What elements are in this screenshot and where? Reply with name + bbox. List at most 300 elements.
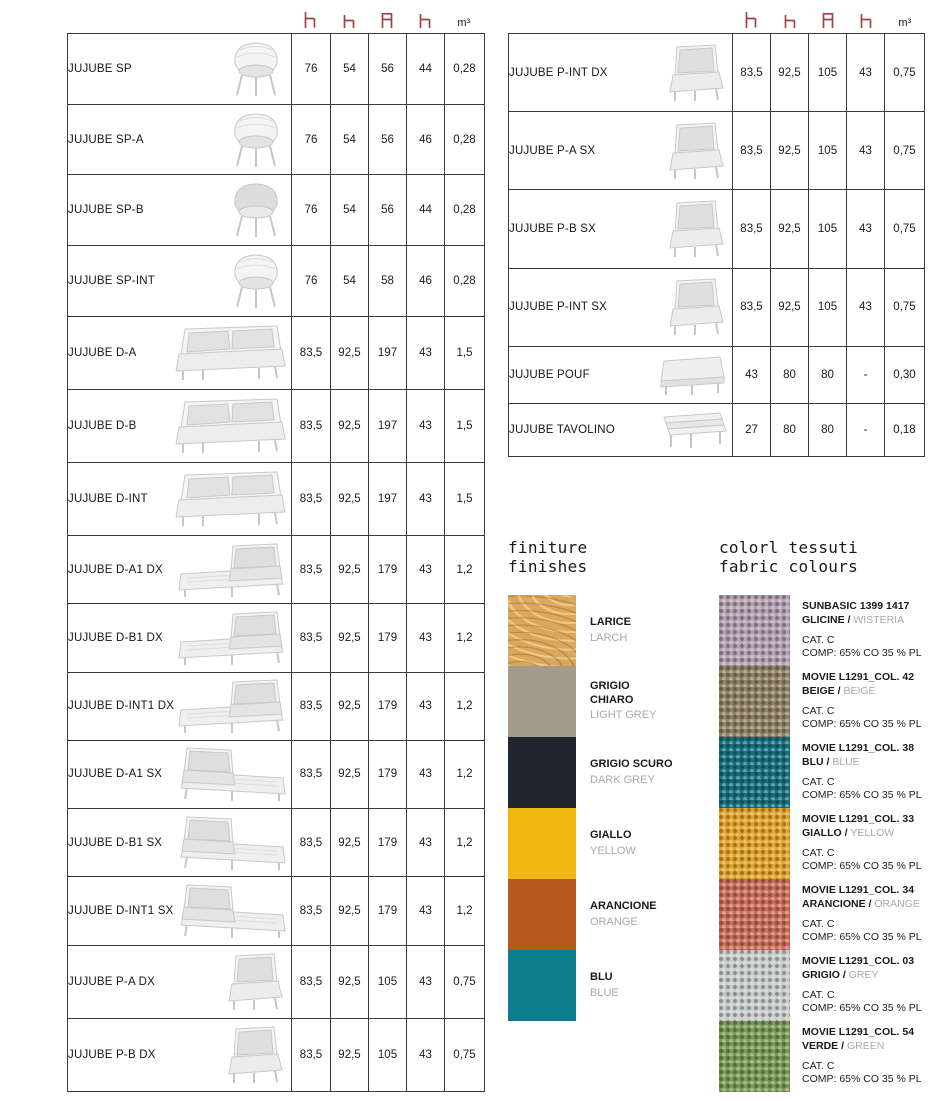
fabric-translation: YELLOW — [850, 826, 895, 839]
dimension-value: 83,5 — [292, 740, 331, 808]
table-row — [509, 404, 925, 457]
product-name: JUJUBE D-A1 SX — [68, 768, 163, 781]
product-cell — [68, 389, 292, 462]
fabric-category: CAT. C — [802, 917, 835, 930]
dimension-value: 83,5 — [733, 34, 771, 112]
finish-swatch — [508, 737, 576, 808]
product-name: JUJUBE TAVOLINO — [509, 424, 615, 437]
dimension-value: 0,75 — [885, 34, 925, 112]
product-image — [177, 815, 287, 871]
fabric-code: MOVIE L1291_COL. 38 — [802, 742, 915, 755]
dimension-value: 83,5 — [292, 809, 331, 877]
finish-item — [508, 666, 676, 737]
fabric-translation: BLUE — [832, 755, 860, 768]
left-dimension-header — [291, 5, 483, 31]
product-cell — [68, 945, 292, 1018]
finish-translation: LARCH — [590, 631, 628, 644]
product-cell — [68, 740, 292, 808]
fabric-item — [719, 595, 929, 666]
dimension-value: 179 — [369, 809, 407, 877]
dimension-value: 105 — [369, 1018, 407, 1091]
product-name: JUJUBE P-B DX — [68, 1048, 156, 1061]
product-cell — [509, 404, 733, 457]
product-image — [664, 199, 728, 259]
product-cell — [509, 112, 733, 190]
dimension-value: 92,5 — [771, 112, 809, 190]
product-image — [177, 883, 287, 939]
fabric-composition: COMP: 65% CO 35 % PL — [802, 860, 922, 873]
dimension-value: 92,5 — [331, 462, 369, 535]
volume-label — [445, 5, 483, 31]
fabric-label — [802, 1021, 929, 1092]
fabric-item — [719, 1021, 929, 1092]
product-cell — [509, 190, 733, 268]
fabric-category: CAT. C — [802, 775, 835, 788]
fabric-code: MOVIE L1291_COL. 42 — [802, 671, 915, 684]
dimension-value: 92,5 — [331, 316, 369, 389]
dimension-value: 54 — [331, 34, 369, 105]
fabric-name: BEIGE / BEIGE — [802, 684, 876, 697]
fabric-category: CAT. C — [802, 633, 835, 646]
dimension-value: 92,5 — [331, 877, 369, 945]
fabric-colours-list — [719, 595, 929, 1092]
fabric-swatch — [719, 595, 790, 666]
fabric-item — [719, 950, 929, 1021]
finish-label — [590, 737, 676, 808]
dimension-value: 0,75 — [885, 112, 925, 190]
dimension-value: 1,2 — [445, 535, 485, 603]
product-image — [225, 111, 287, 169]
table-row — [68, 1018, 485, 1091]
dimension-value: 0,28 — [445, 34, 485, 105]
dimension-value: 43 — [407, 1018, 445, 1091]
dimension-value: 179 — [369, 672, 407, 740]
product-name: JUJUBE SP-B — [68, 204, 144, 217]
dimension-value: 83,5 — [292, 462, 331, 535]
seat-height-icon — [770, 5, 808, 31]
fabric-colours-title-line1: colorl tessuti — [719, 538, 859, 557]
dimension-value: 56 — [369, 175, 407, 246]
dimension-value: 197 — [369, 316, 407, 389]
table-row — [68, 740, 485, 808]
dimension-value: 105 — [369, 945, 407, 1018]
dimension-value: 43 — [407, 462, 445, 535]
table-row — [68, 389, 485, 462]
finishes-title-line2: finishes — [508, 557, 588, 576]
width-icon — [368, 5, 406, 31]
product-cell — [509, 34, 733, 112]
fabric-colours-title — [719, 538, 929, 576]
dimension-value: 92,5 — [331, 740, 369, 808]
table-row — [68, 535, 485, 603]
dimension-value: 92,5 — [331, 535, 369, 603]
fabric-translation: BEIGE — [843, 684, 876, 697]
product-image — [177, 542, 287, 598]
finish-translation: LIGHT GREY — [590, 709, 657, 722]
dimension-value: 76 — [292, 104, 331, 175]
dimension-value: 83,5 — [292, 535, 331, 603]
table-row — [68, 877, 485, 945]
product-name: JUJUBE P-A DX — [68, 975, 155, 988]
finish-swatch — [508, 595, 576, 666]
depth-icon — [847, 5, 885, 31]
fabric-composition: COMP: 65% CO 35 % PL — [802, 931, 922, 944]
table-row — [68, 945, 485, 1018]
dimension-value: 105 — [809, 112, 847, 190]
fabric-code: MOVIE L1291_COL. 03 — [802, 955, 915, 968]
dimension-value: 46 — [407, 246, 445, 317]
fabric-item — [719, 808, 929, 879]
product-image — [177, 746, 287, 802]
dimension-value: 83,5 — [292, 316, 331, 389]
fabric-code: MOVIE L1291_COL. 33 — [802, 813, 915, 826]
table-row — [509, 346, 925, 404]
finish-translation: YELLOW — [590, 844, 636, 857]
dimension-value: 0,30 — [885, 346, 925, 404]
finish-item — [508, 595, 676, 666]
dimension-value: 0,18 — [885, 404, 925, 457]
fabric-category: CAT. C — [802, 1059, 835, 1072]
left-products-table — [67, 33, 485, 1092]
product-cell — [68, 34, 292, 105]
finish-label — [590, 950, 676, 1021]
dimension-value: 76 — [292, 175, 331, 246]
fabric-item — [719, 737, 929, 808]
dimension-value: 179 — [369, 535, 407, 603]
dimension-value: 80 — [809, 404, 847, 457]
product-image — [177, 678, 287, 734]
dimension-value: 54 — [331, 175, 369, 246]
product-image — [177, 610, 287, 666]
product-cell — [68, 535, 292, 603]
dimension-value: 92,5 — [331, 389, 369, 462]
dimension-value: 43 — [847, 190, 885, 268]
table-row — [68, 34, 485, 105]
dimension-value: 56 — [369, 34, 407, 105]
dimension-value: 92,5 — [771, 268, 809, 346]
right-products-table — [508, 33, 925, 457]
dimension-value: 76 — [292, 246, 331, 317]
product-cell — [68, 316, 292, 389]
finishes-title-line1: finiture — [508, 538, 588, 557]
dimension-value: 1,2 — [445, 740, 485, 808]
table-row — [68, 175, 485, 246]
dimension-value: 83,5 — [292, 877, 331, 945]
dimension-value: 1,2 — [445, 672, 485, 740]
table-row — [68, 246, 485, 317]
product-name: JUJUBE SP-INT — [68, 274, 155, 287]
dimension-value: 83,5 — [292, 1018, 331, 1091]
product-cell — [68, 175, 292, 246]
dimension-value: 179 — [369, 877, 407, 945]
product-cell — [509, 268, 733, 346]
fabric-composition: COMP: 65% CO 35 % PL — [802, 1002, 922, 1015]
fabric-swatch — [719, 737, 790, 808]
height-icon — [291, 5, 329, 31]
product-cell — [509, 346, 733, 404]
dimension-value: 197 — [369, 389, 407, 462]
volume-label — [886, 5, 924, 31]
product-image — [223, 952, 287, 1012]
product-name: JUJUBE D-INT1 SX — [68, 905, 174, 918]
product-name: JUJUBE P-INT SX — [509, 301, 607, 314]
volume-unit: m³ — [457, 17, 471, 29]
dimension-value: 83,5 — [733, 112, 771, 190]
product-name: JUJUBE D-B1 SX — [68, 836, 163, 849]
fabric-swatch — [719, 1021, 790, 1092]
finish-name: ARANCIONE — [590, 899, 657, 912]
table-row — [68, 672, 485, 740]
dimension-value: 1,5 — [445, 316, 485, 389]
fabric-composition: COMP: 65% CO 35 % PL — [802, 647, 922, 660]
product-cell — [68, 672, 292, 740]
fabric-colours-section — [719, 538, 929, 1092]
product-cell — [68, 1018, 292, 1091]
dimension-value: 1,2 — [445, 877, 485, 945]
finish-swatch — [508, 950, 576, 1021]
dimension-value: 1,2 — [445, 604, 485, 672]
dimension-value: 92,5 — [331, 604, 369, 672]
dimension-value: 179 — [369, 740, 407, 808]
dimension-value: 43 — [407, 740, 445, 808]
fabric-code: SUNBASIC 1399 1417 — [802, 600, 910, 613]
width-icon — [809, 5, 847, 31]
finish-label — [590, 666, 676, 737]
fabric-composition: COMP: 65% CO 35 % PL — [802, 718, 922, 731]
table-row — [68, 104, 485, 175]
fabric-label — [802, 808, 929, 879]
dimension-value: 105 — [809, 190, 847, 268]
fabric-swatch — [719, 879, 790, 950]
table-row — [68, 462, 485, 535]
finish-item — [508, 879, 676, 950]
table-row — [509, 112, 925, 190]
dimension-value: 92,5 — [331, 945, 369, 1018]
product-name: JUJUBE POUF — [509, 369, 590, 382]
fabric-swatch — [719, 950, 790, 1021]
fabric-label — [802, 950, 929, 1021]
fabric-name: BLU / BLUE — [802, 755, 860, 768]
product-cell — [68, 809, 292, 877]
fabric-composition: COMP: 65% CO 35 % PL — [802, 1073, 922, 1086]
finish-name: LARICE — [590, 615, 631, 628]
product-name: JUJUBE D-A1 DX — [68, 563, 163, 576]
finish-name: GIALLO — [590, 828, 632, 841]
dimension-value: 92,5 — [331, 1018, 369, 1091]
dimension-value: 80 — [809, 346, 847, 404]
dimension-value: 83,5 — [733, 190, 771, 268]
finishes-section — [508, 538, 676, 1021]
dimension-value: 43 — [407, 389, 445, 462]
fabric-name: VERDE / GREEN — [802, 1039, 885, 1052]
fabric-code: MOVIE L1291_COL. 54 — [802, 1026, 915, 1039]
product-name: JUJUBE D-A — [68, 346, 137, 359]
volume-unit: m³ — [898, 17, 912, 29]
dimension-value: 80 — [771, 404, 809, 457]
finish-swatch — [508, 808, 576, 879]
dimension-value: 43 — [847, 268, 885, 346]
fabric-label — [802, 879, 929, 950]
fabric-category: CAT. C — [802, 846, 835, 859]
product-cell — [68, 104, 292, 175]
fabric-composition: COMP: 65% CO 35 % PL — [802, 789, 922, 802]
table-row — [68, 316, 485, 389]
dimension-value: 197 — [369, 462, 407, 535]
table-row — [509, 268, 925, 346]
right-dimension-header — [732, 5, 924, 31]
fabric-colours-title-line2: fabric colours — [719, 557, 859, 576]
product-image — [656, 410, 728, 450]
dimension-value: 1,2 — [445, 809, 485, 877]
dimension-value: 105 — [809, 34, 847, 112]
dimension-value: 0,75 — [885, 190, 925, 268]
dimension-value: 80 — [771, 346, 809, 404]
finish-item — [508, 737, 676, 808]
dimension-value: 0,75 — [885, 268, 925, 346]
dimension-value: 43 — [407, 945, 445, 1018]
product-name: JUJUBE D-B1 DX — [68, 631, 163, 644]
finish-swatch — [508, 879, 576, 950]
product-image — [225, 252, 287, 310]
product-image — [223, 1025, 287, 1085]
product-name: JUJUBE P-A SX — [509, 144, 596, 157]
table-row — [509, 190, 925, 268]
finishes-list — [508, 595, 676, 1021]
product-cell — [68, 877, 292, 945]
fabric-name: GIALLO / YELLOW — [802, 826, 895, 839]
fabric-item — [719, 666, 929, 737]
dimension-value: 92,5 — [331, 672, 369, 740]
product-image — [225, 181, 287, 239]
fabric-code: MOVIE L1291_COL. 34 — [802, 884, 915, 897]
dimension-value: 179 — [369, 604, 407, 672]
finish-swatch — [508, 666, 576, 737]
height-icon — [732, 5, 770, 31]
product-name: JUJUBE P-B SX — [509, 222, 596, 235]
fabric-swatch — [719, 666, 790, 737]
product-image — [656, 353, 728, 397]
product-image — [171, 323, 287, 383]
fabric-label — [802, 666, 929, 737]
dimension-value: - — [847, 346, 885, 404]
product-name: JUJUBE SP — [68, 62, 132, 75]
dimension-value: 44 — [407, 175, 445, 246]
fabric-name: GRIGIO / GREY — [802, 968, 879, 981]
product-image — [664, 277, 728, 337]
dimension-value: 92,5 — [771, 34, 809, 112]
dimension-value: 54 — [331, 246, 369, 317]
dimension-value: 76 — [292, 34, 331, 105]
product-cell — [68, 462, 292, 535]
dimension-value: 44 — [407, 34, 445, 105]
fabric-category: CAT. C — [802, 704, 835, 717]
dimension-value: 105 — [809, 268, 847, 346]
product-name: JUJUBE D-INT — [68, 492, 148, 505]
finishes-title — [508, 538, 676, 576]
dimension-value: 43 — [733, 346, 771, 404]
product-name: JUJUBE P-INT DX — [509, 66, 608, 79]
dimension-value: 1,5 — [445, 389, 485, 462]
product-image — [664, 121, 728, 181]
dimension-value: 43 — [407, 672, 445, 740]
finish-name: GRIGIO SCURO — [590, 757, 673, 770]
table-row — [68, 809, 485, 877]
dimension-value: 56 — [369, 104, 407, 175]
dimension-value: 0,28 — [445, 175, 485, 246]
dimension-value: 43 — [847, 112, 885, 190]
fabric-label — [802, 595, 929, 666]
dimension-value: 83,5 — [292, 945, 331, 1018]
finish-item — [508, 950, 676, 1021]
dimension-value: 83,5 — [292, 604, 331, 672]
dimension-value: 43 — [847, 34, 885, 112]
product-image — [664, 43, 728, 103]
depth-icon — [406, 5, 444, 31]
product-name: JUJUBE D-B — [68, 419, 137, 432]
product-image — [225, 40, 287, 98]
table-row — [509, 34, 925, 112]
product-image — [171, 396, 287, 456]
dimension-value: - — [847, 404, 885, 457]
dimension-value: 83,5 — [292, 389, 331, 462]
fabric-translation: WISTERIA — [853, 613, 905, 626]
product-cell — [68, 246, 292, 317]
finish-label — [590, 595, 676, 666]
dimension-value: 43 — [407, 809, 445, 877]
dimension-value: 46 — [407, 104, 445, 175]
fabric-name: ARANCIONE / ORANGE — [802, 897, 920, 910]
fabric-label — [802, 737, 929, 808]
dimension-value: 43 — [407, 316, 445, 389]
dimension-value: 58 — [369, 246, 407, 317]
dimension-value: 0,75 — [445, 945, 485, 1018]
dimension-value: 27 — [733, 404, 771, 457]
fabric-translation: GREY — [848, 968, 879, 981]
fabric-category: CAT. C — [802, 988, 835, 1001]
fabric-swatch — [719, 808, 790, 879]
finish-translation: DARK GREY — [590, 773, 655, 786]
dimension-value: 43 — [407, 604, 445, 672]
dimension-value: 43 — [407, 877, 445, 945]
fabric-translation: GREEN — [846, 1039, 885, 1052]
finish-item — [508, 808, 676, 879]
dimension-value: 92,5 — [771, 190, 809, 268]
dimension-value: 0,28 — [445, 104, 485, 175]
fabric-item — [719, 879, 929, 950]
dimension-value: 83,5 — [292, 672, 331, 740]
dimension-value: 0,28 — [445, 246, 485, 317]
dimension-value: 92,5 — [331, 809, 369, 877]
dimension-value: 54 — [331, 104, 369, 175]
dimension-value: 43 — [407, 535, 445, 603]
table-row — [68, 604, 485, 672]
finish-translation: ORANGE — [590, 915, 638, 928]
dimension-value: 0,75 — [445, 1018, 485, 1091]
finish-label — [590, 808, 676, 879]
finish-name: GRIGIO CHIARO — [590, 679, 634, 706]
product-name: JUJUBE SP-A — [68, 133, 144, 146]
dimension-value: 83,5 — [733, 268, 771, 346]
product-cell — [68, 604, 292, 672]
dimension-value: 1,5 — [445, 462, 485, 535]
seat-height-icon — [329, 5, 367, 31]
finish-translation: BLUE — [590, 986, 619, 999]
fabric-name: GLICINE / WISTERIA — [802, 613, 905, 626]
finish-label — [590, 879, 676, 950]
fabric-translation: ORANGE — [874, 897, 920, 910]
product-image — [171, 469, 287, 529]
product-name: JUJUBE D-INT1 DX — [68, 700, 175, 713]
